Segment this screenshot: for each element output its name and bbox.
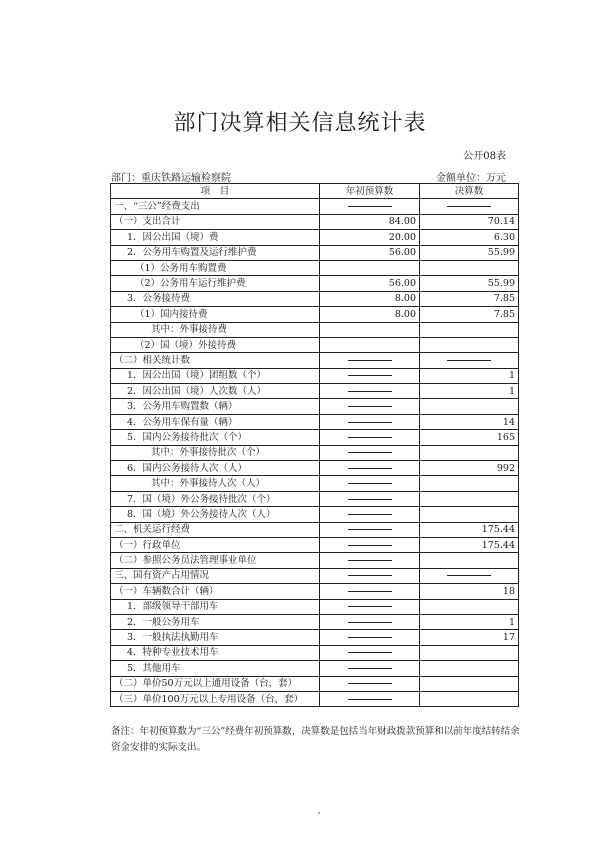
budget-value: 20.00 — [320, 230, 420, 245]
not-applicable-cell — [320, 491, 420, 506]
row-label: 1．部级领导干部用车 — [111, 599, 320, 614]
dash-line — [348, 437, 392, 438]
final-value: 1 — [420, 368, 519, 383]
budget-value — [320, 322, 420, 337]
row-label: 3．公务用车购置数（辆） — [111, 399, 320, 414]
table-row — [111, 599, 519, 614]
row-label: （一）车辆数合计（辆） — [111, 584, 320, 599]
dash-line — [348, 483, 392, 484]
final-value — [420, 553, 519, 568]
table-row — [111, 614, 519, 629]
table-row — [111, 337, 519, 352]
table-row — [111, 368, 519, 383]
dash-line — [348, 499, 392, 500]
dash-line — [348, 360, 392, 361]
not-applicable-cell — [320, 461, 420, 476]
dash-line — [348, 622, 392, 623]
row-label: 3．公务接待费 — [111, 291, 320, 306]
not-applicable-cell — [320, 476, 420, 491]
final-value: 1 — [420, 384, 519, 399]
not-applicable-cell — [320, 645, 420, 660]
table-row — [111, 353, 519, 368]
final-value — [420, 691, 519, 706]
row-label: 3．一般执法执勤用车 — [111, 630, 320, 645]
final-value: 165 — [420, 430, 519, 445]
not-applicable-cell — [320, 676, 420, 691]
not-applicable-cell — [320, 522, 420, 537]
not-applicable-cell — [420, 199, 519, 214]
dash-line — [348, 406, 392, 407]
budget-value — [320, 337, 420, 352]
statistics-table — [110, 183, 519, 707]
final-value: 6.30 — [420, 230, 519, 245]
row-label: （一）行政单位 — [111, 537, 320, 552]
budget-value — [320, 260, 420, 275]
dash-line — [348, 606, 392, 607]
dash-line — [348, 391, 392, 392]
row-label: 其中：外事接待人次（人） — [111, 476, 320, 491]
not-applicable-cell — [320, 599, 420, 614]
row-label: 二、机关运行经费 — [111, 522, 320, 537]
table-row — [111, 245, 519, 260]
table-row — [111, 584, 519, 599]
table-row — [111, 199, 519, 214]
page-title: 部门决算相关信息统计表 — [173, 111, 427, 136]
dash-line — [348, 514, 392, 515]
not-applicable-cell — [420, 353, 519, 368]
not-applicable-cell — [420, 568, 519, 583]
not-applicable-cell — [320, 445, 420, 460]
column-header-item: 项 目 — [111, 184, 320, 199]
table-row — [111, 537, 519, 552]
row-label: 5．国内公务接待批次（个） — [111, 430, 320, 445]
row-label: 其中：外事接待费 — [111, 322, 320, 337]
not-applicable-cell — [320, 661, 420, 676]
final-value — [420, 399, 519, 414]
not-applicable-cell — [320, 553, 420, 568]
dash-line — [348, 452, 392, 453]
table-row — [111, 399, 519, 414]
final-value — [420, 337, 519, 352]
budget-value: 56.00 — [320, 245, 420, 260]
row-label: 5．其他用车 — [111, 661, 320, 676]
final-value — [420, 476, 519, 491]
row-label: 1．因公出国（境）费 — [111, 230, 320, 245]
final-value: 18 — [420, 584, 519, 599]
dash-line — [348, 206, 392, 207]
table-row — [111, 553, 519, 568]
dash-line — [348, 668, 392, 669]
row-label: （二）单价50万元以上通用设备（台，套） — [111, 676, 320, 691]
row-label: （2）公务用车运行维护费 — [111, 276, 320, 291]
final-value — [420, 260, 519, 275]
dash-line — [348, 699, 392, 700]
table-row — [111, 430, 519, 445]
not-applicable-cell — [320, 537, 420, 552]
table-row — [111, 445, 519, 460]
not-applicable-cell — [320, 568, 420, 583]
table-row — [111, 476, 519, 491]
budget-value: 56.00 — [320, 276, 420, 291]
final-value: 7.85 — [420, 291, 519, 306]
dash-line — [348, 545, 392, 546]
dash-line — [348, 575, 392, 576]
table-row — [111, 214, 519, 229]
final-value: 70.14 — [420, 214, 519, 229]
dash-line — [348, 422, 392, 423]
department-label: 部门：重庆铁路运输检察院 — [111, 173, 231, 184]
row-label: 6．国内公务接待人次（人） — [111, 461, 320, 476]
row-label: （三）单价100万元以上专用设备（台，套） — [111, 691, 320, 706]
table-row — [111, 507, 519, 522]
row-label: 2．一般公务用车 — [111, 614, 320, 629]
row-label: 三、国有资产占用情况 — [111, 568, 320, 583]
row-label: 4．公务用车保有量（辆） — [111, 414, 320, 429]
table-row — [111, 676, 519, 691]
row-label: 8．国（境）外公务接待人次（人） — [111, 507, 320, 522]
dash-line — [348, 637, 392, 638]
not-applicable-cell — [320, 614, 420, 629]
final-value — [420, 599, 519, 614]
table-row — [111, 645, 519, 660]
row-label: 2．因公出国（境）人次数（人） — [111, 384, 320, 399]
final-value — [420, 676, 519, 691]
table-header-row — [111, 184, 519, 199]
form-number: 公开08表 — [463, 151, 506, 162]
dash-line — [348, 652, 392, 653]
table-row — [111, 522, 519, 537]
not-applicable-cell — [320, 368, 420, 383]
table-row — [111, 276, 519, 291]
final-value — [420, 661, 519, 676]
final-value: 1 — [420, 614, 519, 629]
final-value: 175.44 — [420, 537, 519, 552]
table-row — [111, 661, 519, 676]
table-row — [111, 414, 519, 429]
final-value: 14 — [420, 414, 519, 429]
budget-value: 8.00 — [320, 307, 420, 322]
row-label: 1．因公出国（境）团组数（个） — [111, 368, 320, 383]
table-row — [111, 630, 519, 645]
not-applicable-cell — [320, 630, 420, 645]
row-label: （2）国（境）外接待费 — [111, 337, 320, 352]
final-value: 992 — [420, 461, 519, 476]
row-label: 4．特种专业技术用车 — [111, 645, 320, 660]
not-applicable-cell — [320, 691, 420, 706]
row-label: （一）支出合计 — [111, 214, 320, 229]
not-applicable-cell — [320, 353, 420, 368]
dash-line — [447, 206, 491, 207]
scan-speck — [318, 812, 320, 814]
table-row — [111, 384, 519, 399]
dash-line — [348, 468, 392, 469]
row-label: 2．公务用车购置及运行维护费 — [111, 245, 320, 260]
final-value — [420, 645, 519, 660]
footnote: 备注：年初预算数为“三公”经费年初预算数，决算数是包括当年财政拨款预算和以前年度结转结余资金安排的实际支出。 — [111, 726, 520, 753]
final-value — [420, 491, 519, 506]
dash-line — [447, 360, 491, 361]
row-label: 7．国（境）外公务接待批次（个） — [111, 491, 320, 506]
table-row — [111, 461, 519, 476]
final-value: 17 — [420, 630, 519, 645]
dash-line — [348, 529, 392, 530]
not-applicable-cell — [320, 399, 420, 414]
dash-line — [348, 375, 392, 376]
row-label: 其中：外事接待批次（个） — [111, 445, 320, 460]
dash-line — [447, 575, 491, 576]
row-label: （二）参照公务员法管理事业单位 — [111, 553, 320, 568]
dash-line — [348, 683, 392, 684]
final-value: 55.99 — [420, 245, 519, 260]
not-applicable-cell — [320, 430, 420, 445]
row-label: 一、“三公”经费支出 — [111, 199, 320, 214]
final-value: 175.44 — [420, 522, 519, 537]
row-label: （1）公务用车购置费 — [111, 260, 320, 275]
amount-unit-label: 金额单位：万元 — [436, 173, 506, 184]
final-value — [420, 322, 519, 337]
dash-line — [348, 591, 392, 592]
not-applicable-cell — [320, 507, 420, 522]
final-value — [420, 507, 519, 522]
table-row — [111, 322, 519, 337]
row-label: （二）相关统计数 — [111, 353, 320, 368]
final-value: 55.99 — [420, 276, 519, 291]
not-applicable-cell — [320, 199, 420, 214]
table-row — [111, 491, 519, 506]
final-value — [420, 445, 519, 460]
not-applicable-cell — [320, 584, 420, 599]
table-row — [111, 307, 519, 322]
table-row — [111, 291, 519, 306]
table-row — [111, 230, 519, 245]
budget-value: 84.00 — [320, 214, 420, 229]
dash-line — [348, 560, 392, 561]
not-applicable-cell — [320, 414, 420, 429]
column-header-final: 决算数 — [420, 184, 519, 199]
table-row — [111, 568, 519, 583]
not-applicable-cell — [320, 384, 420, 399]
table-row — [111, 260, 519, 275]
row-label: （1）国内接待费 — [111, 307, 320, 322]
column-header-budget: 年初预算数 — [320, 184, 420, 199]
final-value: 7.85 — [420, 307, 519, 322]
table-row — [111, 691, 519, 706]
budget-value: 8.00 — [320, 291, 420, 306]
